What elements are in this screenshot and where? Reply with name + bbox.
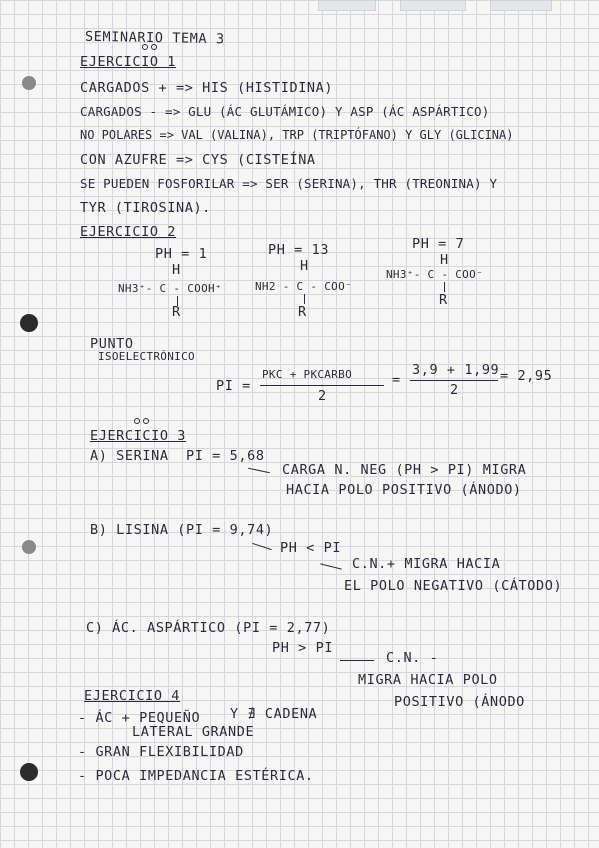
arrow [252,543,271,550]
ex3-c-label: C) ÁC. ASPÁRTICO (PI = 2,77) [86,620,331,636]
ex3-a-pi: PI = 5,68 [186,448,265,464]
fraction-bar [260,385,384,386]
ex3-a-result: HACIA POLO POSITIVO (ÁNODO) [286,482,522,498]
binder-hole [20,763,38,781]
formula-result: = 2,95 [500,368,553,384]
ex3-c-result: MIGRA HACIA POLO [358,672,498,688]
ex1-heading: EJERCICIO 1 [80,54,177,70]
heading-dot [143,418,149,424]
ex4-line: LATERAL GRANDE [132,724,255,740]
arrow [248,468,270,474]
bond-line [444,282,445,292]
heading-dot [151,44,157,50]
ex4-heading: EJERCICIO 4 [84,688,181,704]
top-edge-tab [490,0,552,11]
ex3-c-result: POSITIVO (ÁNODO [394,694,525,710]
punto-label: PUNTO [90,336,134,352]
ex3-heading: EJERCICIO 3 [90,428,187,444]
binder-hole [20,314,38,332]
ex3-b-label: B) LISINA (PI = 9,74) [90,522,274,538]
ex1-line: SE PUEDEN FOSFORILAR => SER (SERINA), THR (TREONINA) Y [80,176,498,191]
structure-ph: PH = 1 [155,246,208,262]
ex4-line: - POCA IMPEDANCIA ESTÉRICA. [78,768,314,784]
heading-dot [142,44,148,50]
punto-label: ISOELECTRÓNICO [98,350,195,363]
ex4-line: Y ∄ CADENA [230,706,318,722]
fraction-bar [410,380,498,381]
formula-numerator: PKC + PKCARBO [262,368,352,381]
structure-r: R [298,304,307,320]
structure-h: H [300,258,309,274]
structure-r: R [439,292,448,308]
formula-denominator-2: 2 [450,382,459,398]
structure-h: H [172,262,181,278]
ex1-line: NO POLARES => VAL (VALINA), TRP (TRIPTÓFANO) Y GLY (GLICINA) [80,128,514,142]
ex4-line: - ÁC + PEQUEÑO [78,710,201,726]
binder-hole [22,76,36,90]
ex1-line: CARGADOS + => HIS (HISTIDINA) [80,80,334,96]
formula-equals: = [392,372,401,388]
structure-h: H [440,252,449,268]
structure-main: NH3⁺- C - COO⁻ [386,268,483,281]
arrow [340,660,374,661]
ex1-line: TYR (TIROSINA). [80,200,211,216]
page-title: SEMINARIO TEMA 3 [84,28,225,48]
binder-hole [22,540,36,554]
ex3-c-condition: PH > PI [272,640,334,656]
structure-ph: PH = 7 [412,236,465,252]
heading-dot [134,418,140,424]
top-edge-tab [400,0,466,11]
structure-ph: PH = 13 [268,242,330,258]
ex3-c-result: C.N. - [386,650,439,666]
arrow [320,563,342,569]
ex4-line: - GRAN FLEXIBILIDAD [78,744,244,760]
bond-line [304,294,305,304]
structure-main: NH3⁺- C - COOH⁺ [118,282,222,295]
formula-denominator: 2 [318,388,327,404]
ex1-line: CARGADOS - => GLU (ÁC GLUTÁMICO) Y ASP (ÁC ASPÁRTICO) [80,104,490,119]
structure-main: NH2 - C - COO⁻ [255,280,352,293]
formula-lhs: PI = [216,378,251,394]
ex3-a-result: CARGA N. NEG (PH > PI) MIGRA [282,462,527,478]
ex3-b-result: C.N.+ MIGRA HACIA [352,556,501,572]
ex3-b-condition: PH < PI [280,540,342,556]
ex2-heading: EJERCICIO 2 [80,224,177,240]
ex1-line: CON AZUFRE => CYS (CISTEÍNA [80,152,316,168]
ex3-a-label: A) SERINA [90,448,169,464]
structure-r: R [172,304,181,320]
formula-numerator-2: 3,9 + 1,99 [412,362,500,378]
ex3-b-result: EL POLO NEGATIVO (CÁTODO) [344,578,563,594]
top-edge-tab [318,0,376,11]
